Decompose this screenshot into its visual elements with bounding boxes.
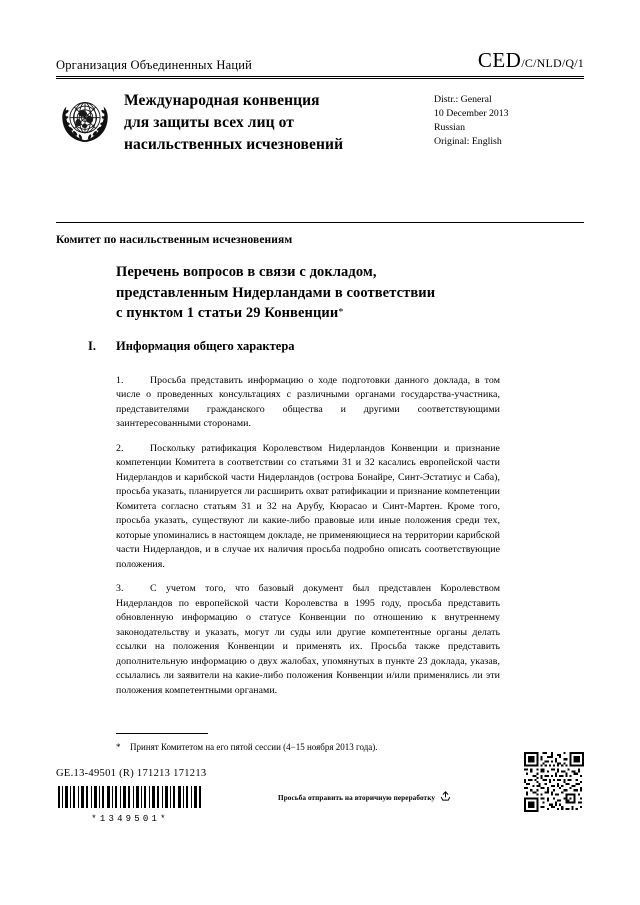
distribution-date: 10 December 2013: [434, 107, 509, 119]
paragraph-2-text: Поскольку ратификация Королевством Нидерландов Конвенции и признание компетенции Комитета в соответствии со статьями 31 и 32 касались европейской части Нидерландов и карибской части Нидерландов (острова Бонайре, Синт-Эстатиус и Саба), просьба указать, планируется ли расширить охват ратификации и признание компетенции Комитета согласно статьям 31 и 32 на Арубу, Кюрасао и Синт-Мартен. Кроме того, просьба указать, существуют ли какие-либо правовые или иные положения среди тех, которые упоминались в настоящем докладе, не применяющиеся на территории карибской части Нидерландов, и в случае их наличия просьба подробно описать соответствующие положения.: [116, 442, 500, 570]
document-symbol-main: CED: [477, 48, 522, 72]
paragraph-3-text: С учетом того, что базовый документ был представлен Королевством Нидерландов по европейской части Королевства в 1995 году, просьба представить обновленную информацию о статусе Конвенции по отношению к внутреннему законодательству и указать, могут ли суды или другие компетентные органы делать ссылки на положения Конвенции и применять их. Просьба также представить дополнительную информацию о двух жалобах, упомянутых в пункте 23 доклада, указав, ссылались ли заявители на какие-либо положения Конвенции и/или применялись ли эти положения компетентными органами.: [116, 583, 500, 696]
paragraph-1-number: 1.: [116, 374, 124, 386]
paragraph-2-number: 2.: [116, 442, 124, 454]
section-label: Информация общего характера: [116, 339, 295, 353]
barcode-icon: [56, 786, 204, 808]
page-title: [116, 262, 516, 324]
convention-title-line-3: насильственных исчезновений: [124, 136, 344, 153]
barcode-text: *1349501*: [91, 814, 169, 824]
paragraph-3-number: 3.: [116, 583, 124, 595]
paragraph-1-text: Просьба представить информацию о ходе подготовки данного доклада, в том числе о проведенных консультациях с различными органами государства-участника, представителями гражданского общества и другими соответствующими заинтересованными сторонами.: [116, 374, 500, 430]
footnote-separator: [116, 733, 208, 734]
distribution-original: Original: English: [434, 135, 502, 147]
recycle-icon: [440, 791, 451, 804]
distribution-info: [434, 89, 584, 149]
masthead-rule-secondary: [56, 78, 584, 79]
page-title-line-2: представленным Нидерландами в соответствии: [116, 284, 436, 301]
paragraph-2: [116, 442, 500, 573]
masthead-body-row: [56, 89, 584, 156]
distribution-type: Distr.: General: [434, 94, 492, 105]
page-title-line-3-wrap: [116, 303, 516, 324]
paragraph-3: [116, 582, 500, 698]
recycle-notice: [278, 791, 451, 804]
barcode: [56, 786, 204, 824]
page-title-line-1: Перечень вопросов в связи с докладом,: [116, 264, 377, 280]
organization-name: Организация Объединенных Наций: [56, 58, 253, 72]
masthead: [56, 48, 584, 156]
body-column: [116, 364, 500, 706]
document-symbol-rest: /C/NLD/Q/1: [521, 56, 584, 70]
page-title-line-3: с пунктом 1 статьи 29 Конвенции: [116, 305, 339, 322]
recycle-text: Просьба отправить на вторичную переработку: [278, 793, 436, 802]
committee-name: Комитет по насильственным исчезновениям: [56, 234, 293, 246]
footnote: [116, 741, 516, 754]
section-number: I.: [88, 339, 96, 353]
document-symbol: [478, 48, 584, 73]
un-emblem-icon: [56, 91, 114, 149]
job-number: GE.13-49501 (R) 171213 171213: [56, 768, 207, 779]
title-footnote-marker: *: [338, 307, 344, 319]
footnote-marker: *: [116, 742, 121, 752]
section-divider-rule: [56, 222, 584, 223]
convention-title: [124, 89, 426, 156]
convention-title-line-1: Международная конвенция: [124, 92, 320, 109]
qr-code-icon: [524, 752, 584, 812]
distribution-language: Russian: [434, 121, 466, 133]
paragraph-1: [116, 374, 500, 432]
section-heading: [88, 339, 518, 354]
masthead-top-row: [56, 48, 584, 76]
masthead-rule: [56, 76, 584, 77]
footnote-text: Принят Комитетом на его пятой сессии (4−15 ноября 2013 года).: [130, 742, 378, 752]
convention-title-line-2: для защиты всех лиц от: [124, 114, 294, 131]
